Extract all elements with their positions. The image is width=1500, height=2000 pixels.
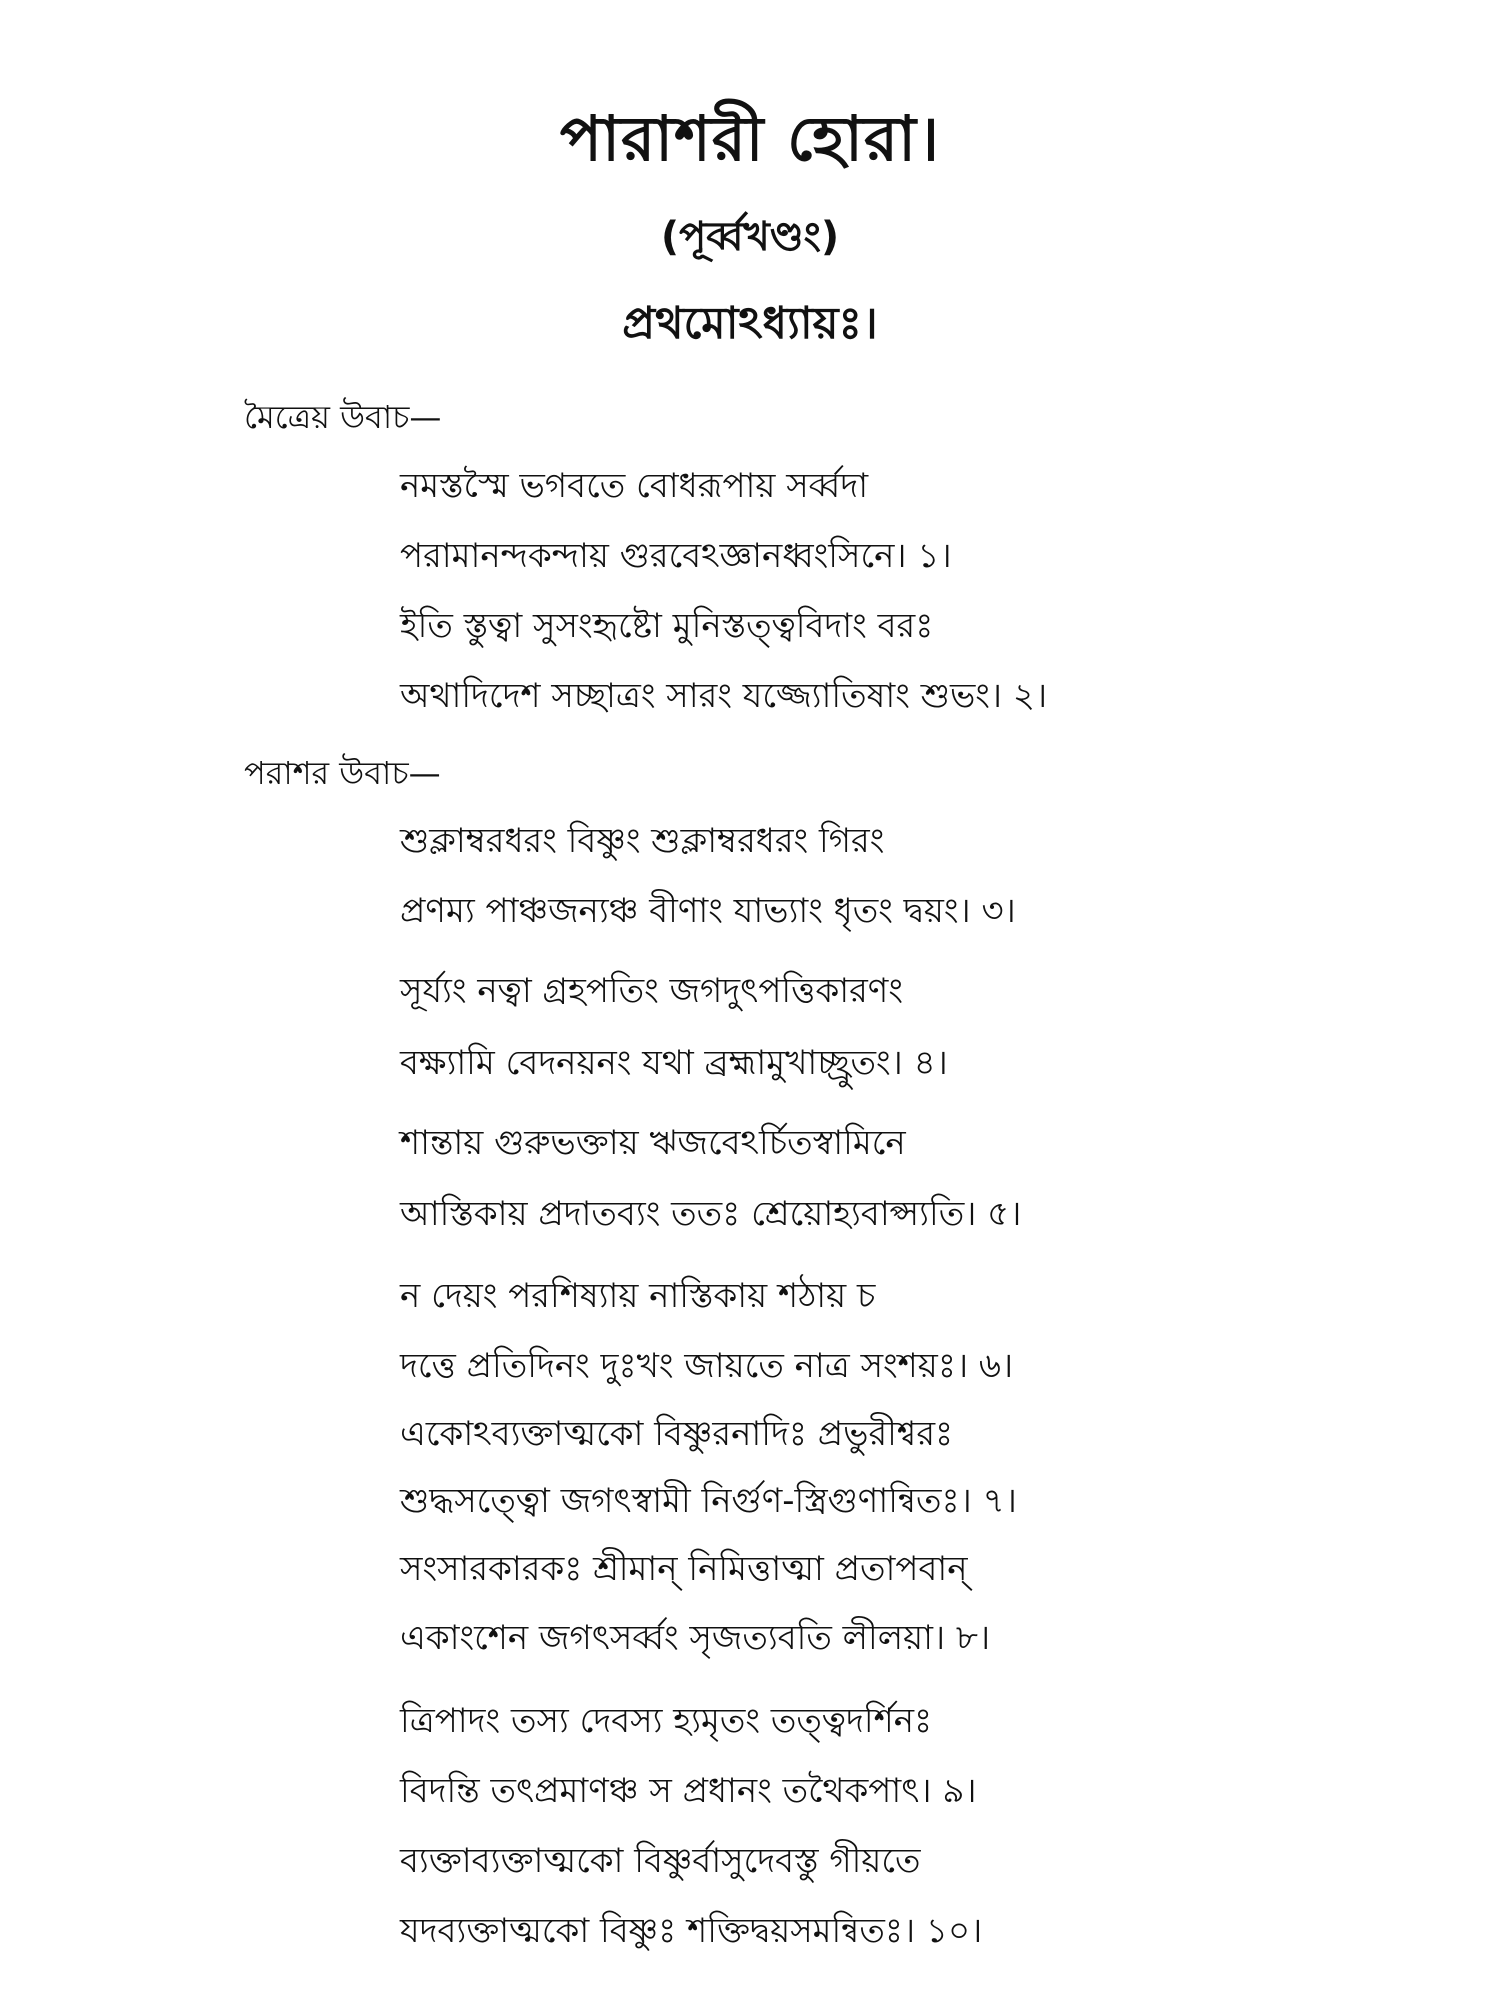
speaker-maitreya: মৈত্রেয় উবাচ—: [244, 398, 442, 436]
verse-line: একোঽব্যক্তাত্মকো বিষ্ণুরনাদিঃ প্রভুরীশ্বরঃ: [400, 1414, 954, 1454]
verse-line: দত্তে প্রতিদিনং দুঃখং জায়তে নাত্র সংশয়ঃ। ৬।: [400, 1346, 1014, 1386]
chapter-heading: প্রথমোঽধ্যায়ঃ।: [622, 298, 878, 349]
verse-line: ব্যক্তাব্যক্তাত্মকো বিষ্ণুর্বাসুদেবস্তু গীয়তে: [400, 1841, 921, 1881]
verse-line: বক্ষ্যামি বেদনয়নং যথা ব্রহ্মামুখাচ্ছ্রুতং। ৪।: [400, 1043, 948, 1083]
verse-line: সূর্য্যং নত্বা গ্রহপতিং জগদুৎপত্তিকারণং: [400, 971, 903, 1011]
verse-line: শুক্লাম্বরধরং বিষ্ণুং শুক্লাম্বরধরং গিরং: [400, 821, 885, 861]
verse-line: বিদন্তি তৎপ্রমাণঞ্চ স প্রধানং তথৈকপাৎ। ৯।: [400, 1771, 977, 1811]
section-subtitle: (পূর্ব্বখণ্ডং): [660, 214, 840, 260]
verse-line: যদব্যক্তাত্মকো বিষ্ণুঃ শক্তিদ্বয়সমন্বিতঃ। ১০।: [400, 1911, 983, 1951]
verse-line: নমস্তস্মৈ ভগবতে বোধরূপায় সর্ব্বদা: [400, 466, 869, 506]
verse-line: অথাদিদেশ সচ্ছাত্রং সারং যজ্জ্যোতিষাং শুভং। ২।: [400, 676, 1048, 716]
verse-line: প্রণম্য পাঞ্চজন্যঞ্চ বীণাং যাভ্যাং ধৃতং দ্বয়ং। ৩।: [400, 891, 1016, 931]
page-title: পারাশরী হোরা।: [559, 102, 941, 175]
verse-line: ন দেয়ং পরশিষ্যায় নাস্তিকায় শঠায় চ: [400, 1276, 876, 1316]
verse-line: সংসারকারকঃ শ্রীমান্ নিমিত্তাত্মা প্রতাপবান্: [400, 1549, 968, 1589]
verse-line: পরামানন্দকন্দায় গুরবেঽজ্ঞানধ্বংসিনে। ১।: [400, 536, 952, 576]
verse-line: শুদ্ধসত্ত্বো জগৎস্বামী নির্গুণ-স্ত্রিগুণান্বিতঃ। ৭।: [400, 1481, 1017, 1521]
verse-line: ত্রিপাদং তস্য দেবস্য হ্যমৃতং তত্ত্বদর্শিনঃ: [400, 1701, 933, 1741]
speaker-parashara: পরাশর উবাচ—: [244, 754, 441, 792]
verse-line: শান্তায় গুরুভক্তায় ঋজবেঽর্চিতস্বামিনে: [400, 1123, 906, 1163]
verse-line: আস্তিকায় প্রদাতব্যং ততঃ শ্রেয়োহ্যবাপ্স্যতি। ৫।: [400, 1194, 1022, 1234]
verse-line: একাংশেন জগৎসর্ব্বং সৃজত্যবতি লীলয়া। ৮।: [400, 1618, 991, 1658]
verse-line: ইতি স্তুত্বা সুসংহৃষ্টো মুনিস্তত্ত্ববিদাং বরঃ: [400, 606, 934, 646]
